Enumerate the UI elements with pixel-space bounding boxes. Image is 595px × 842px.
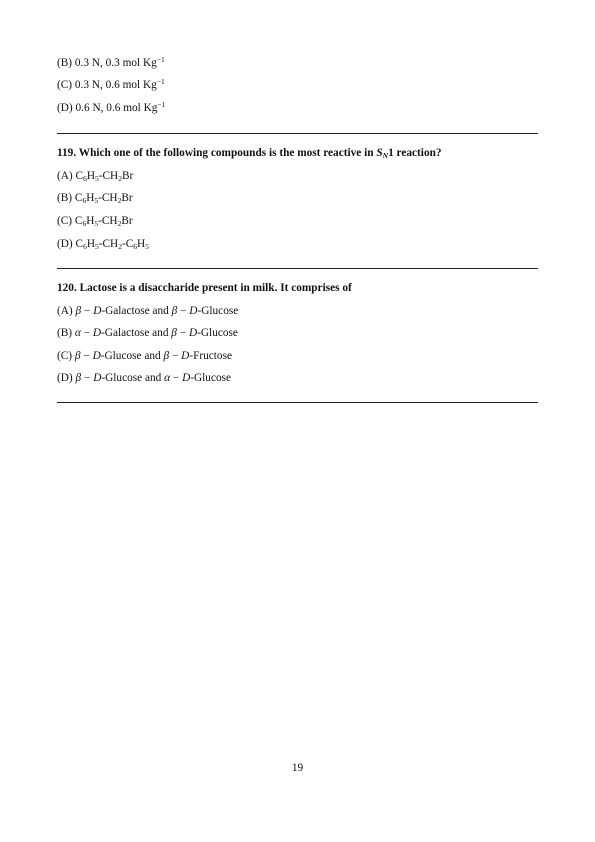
option-label: (A) (57, 170, 73, 182)
exponent: −1 (156, 55, 165, 64)
q118-option-d (57, 101, 165, 115)
q119-option-b (57, 191, 133, 205)
divider (57, 268, 538, 269)
option-label: (C) (57, 350, 73, 362)
q120-title: 120. Lactose is a disaccharide present in milk. It comprises of (57, 282, 352, 294)
q119-title (57, 146, 442, 160)
option-label: (D) (57, 102, 73, 114)
question-text: 119. Which one of the following compounds is the most reactive in (57, 147, 377, 159)
formula: $C_6H_5-CH_2-C_6H_5$ (75, 238, 149, 251)
option-label: (D) (57, 238, 73, 250)
option-label: (B) (57, 192, 73, 204)
q119-option-a (57, 169, 133, 183)
q119-option-d (57, 237, 149, 251)
exponent: −1 (157, 100, 166, 109)
formula: $C_6H_5-CH_2Br$ (74, 192, 133, 205)
q120-option-c: (C) β − D-Glucose and β − D-Fructose (57, 350, 232, 362)
q119-option-c (57, 214, 133, 228)
q120-option-a: (A) β − D-Galactose and β − D-Glucose (57, 305, 239, 317)
option-label: (B) (57, 327, 73, 339)
option-text: 0.6 N, 0.6 mol Kg (75, 102, 158, 114)
formula: $C_6H_5-CH_2Br$ (75, 170, 134, 183)
option-label: (A) (57, 305, 73, 317)
sn-order: 1 (388, 147, 394, 159)
q120-option-d: (D) β − D-Glucose and α − D-Glucose (57, 372, 232, 384)
option-text: 0.3 N, 0.3 mol Kg (74, 57, 157, 69)
sn-symbol: S (376, 147, 383, 159)
q118-option-b (57, 56, 165, 70)
q118-option-c (57, 78, 165, 92)
option-text: 0.3 N, 0.6 mol Kg (74, 79, 157, 91)
divider (57, 402, 538, 403)
divider (57, 133, 538, 134)
question-text-end: reaction? (393, 147, 442, 159)
formula: $C_6H_5-CH_2Br$ (74, 215, 133, 228)
option-label: (D) (57, 372, 73, 384)
page-number: 19 (291, 762, 304, 774)
option-label: (C) (57, 79, 73, 91)
option-label: (C) (57, 215, 73, 227)
q120-option-b: (B) α − D-Galactose and β − D-Glucose (57, 327, 238, 339)
option-label: (B) (57, 57, 73, 69)
sn-subscript: N (382, 151, 389, 160)
exponent: −1 (156, 77, 165, 86)
